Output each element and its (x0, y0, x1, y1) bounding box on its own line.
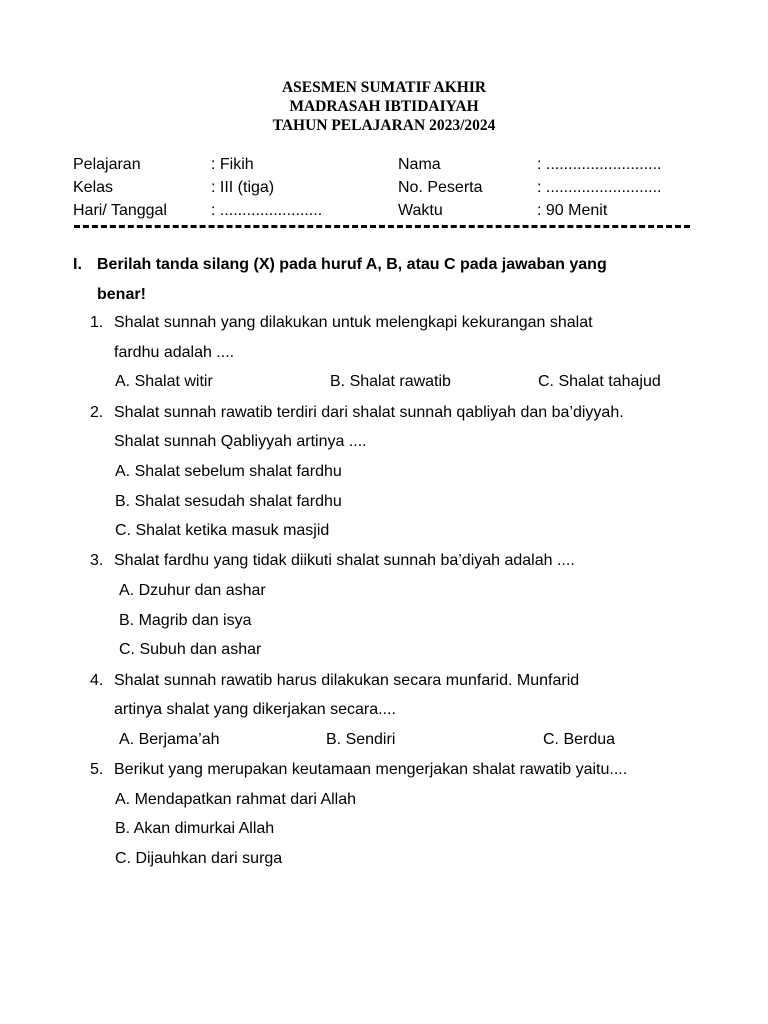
waktu-value: : 90 Menit (537, 202, 608, 219)
nama-field[interactable]: : .......................... (537, 156, 662, 173)
answer-option[interactable]: B. Shalat rawatib (330, 373, 451, 390)
nama-label: Nama (398, 156, 441, 173)
question-number: 5. (90, 761, 104, 778)
answer-option[interactable]: C. Subuh dan ashar (119, 641, 262, 658)
peserta-label: No. Peserta (398, 179, 483, 196)
answer-option[interactable]: A. Mendapatkan rahmat dari Allah (115, 791, 357, 808)
answer-option[interactable]: A. Dzuhur dan ashar (119, 582, 266, 599)
section-number: I. (73, 256, 82, 273)
kelas-label: Kelas (73, 179, 114, 196)
answer-option[interactable]: C. Dijauhkan dari surga (115, 850, 283, 867)
answer-option[interactable]: A. Shalat witir (115, 373, 213, 390)
question-text-line: Shalat fardhu yang tidak diikuti shalat sunnah ba’diyah adalah .... (114, 552, 575, 569)
waktu-label: Waktu (398, 202, 443, 219)
peserta-field[interactable]: : .......................... (537, 179, 662, 196)
answer-option[interactable]: B. Akan dimurkai Allah (115, 820, 275, 837)
answer-option[interactable]: C. Shalat ketika masuk masjid (115, 522, 330, 539)
question-text-line: Shalat sunnah rawatib terdiri dari shalat sunnah qabliyah dan ba’diyyah. (114, 404, 624, 421)
question-text-line: artinya shalat yang dikerjakan secara.... (114, 701, 396, 718)
question-number: 1. (90, 314, 104, 331)
question-text-line: Shalat sunnah Qabliyyah artinya .... (114, 433, 367, 450)
answer-option[interactable]: A. Berjama’ah (119, 731, 220, 748)
hari-label: Hari/ Tanggal (73, 202, 167, 219)
question-number: 2. (90, 404, 104, 421)
answer-option[interactable]: A. Shalat sebelum shalat fardhu (115, 463, 342, 480)
pelajaran-value: : Fikih (211, 156, 254, 173)
school-name: MADRASAH IBTIDAIYAH (289, 98, 479, 115)
hari-field[interactable]: : ....................... (211, 202, 323, 219)
section-instruction-line1: Berilah tanda silang (X) pada huruf A, B, atau C pada jawaban yang (97, 256, 607, 273)
section-instruction-line2: benar! (97, 286, 146, 303)
exam-title: ASESMEN SUMATIF AKHIR (281, 79, 487, 96)
question-text-line: fardhu adalah .... (114, 344, 235, 361)
pelajaran-label: Pelajaran (73, 156, 141, 173)
kelas-value: : III (tiga) (211, 179, 275, 196)
question-number: 3. (90, 552, 104, 569)
question-number: 4. (90, 672, 104, 689)
question-text-line: Berikut yang merupakan keutamaan mengerjakan shalat rawatib yaitu.... (114, 761, 628, 778)
question-text-line: Shalat sunnah rawatib harus dilakukan secara munfarid. Munfarid (114, 672, 580, 689)
academic-year: TAHUN PELAJARAN 2023/2024 (272, 117, 496, 134)
answer-option[interactable]: C. Berdua (543, 731, 616, 748)
question-text-line: Shalat sunnah yang dilakukan untuk melengkapi kekurangan shalat (114, 314, 593, 331)
answer-option[interactable]: B. Sendiri (326, 731, 396, 748)
header-divider (74, 225, 690, 228)
answer-option[interactable]: C. Shalat tahajud (538, 373, 661, 390)
answer-option[interactable]: B. Magrib dan isya (119, 612, 252, 629)
answer-option[interactable]: B. Shalat sesudah shalat fardhu (115, 493, 342, 510)
